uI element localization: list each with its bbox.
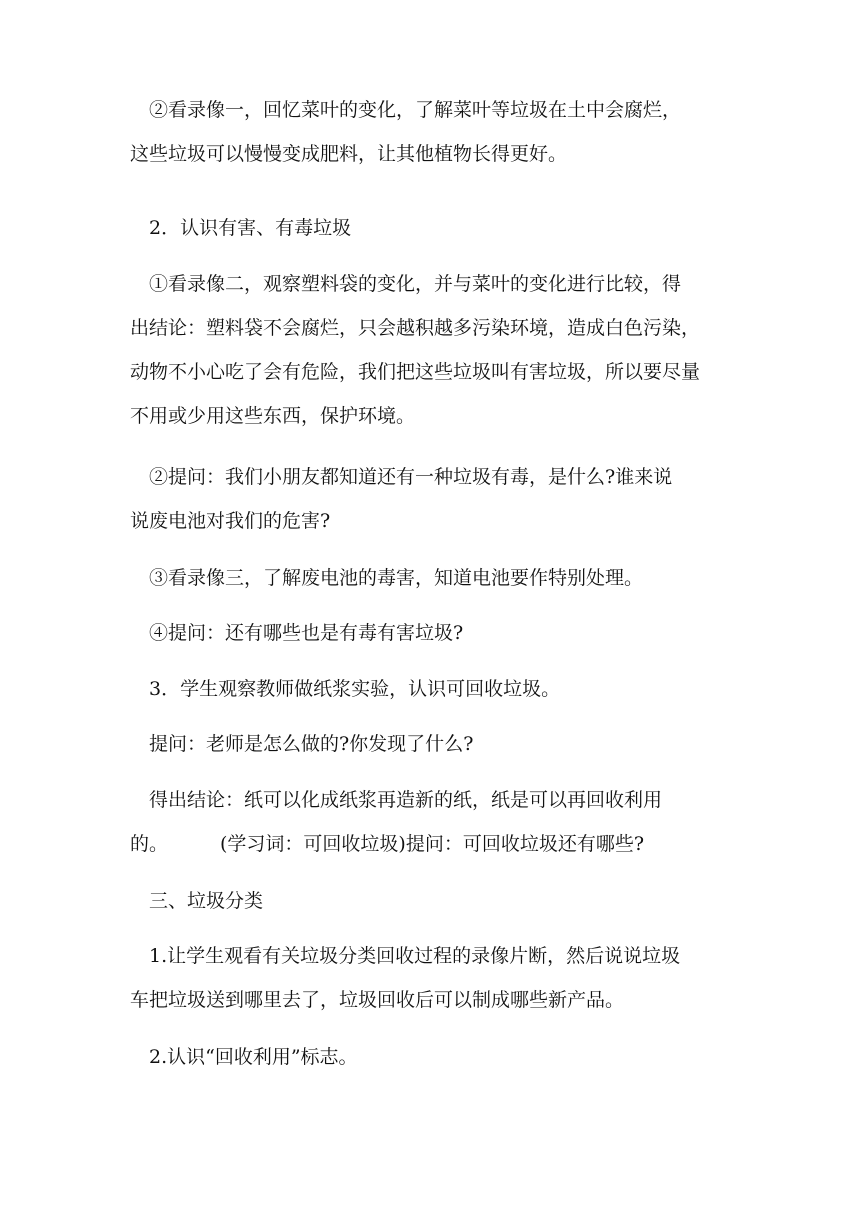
paragraph-watch-video-two: [130, 262, 730, 438]
text-line: 1.让学生观看有关垃圾分类回收过程的录像片断，然后说说垃圾: [130, 945, 681, 967]
text-line: 3．学生观察教师做纸浆实验，认识可回收垃圾。: [130, 678, 561, 700]
paragraph-watch-video-three: [130, 556, 730, 600]
section-heading-harmful-waste: [130, 206, 730, 250]
text-line: 提问：老师是怎么做的?你发现了什么?: [130, 733, 474, 755]
paragraph-watch-video-one: [130, 88, 730, 176]
text-fragment: 的。: [130, 833, 169, 855]
paragraph-question-toxic: [130, 611, 730, 655]
paragraph-recycle-symbol: [130, 1035, 730, 1079]
text-line: 得出结论：纸可以化成纸浆再造新的纸，纸是可以再回收利用: [130, 789, 663, 811]
paragraph-conclusion-recyclable: [130, 778, 730, 866]
text-line: 2．认识有害、有毒垃圾: [130, 217, 352, 239]
paragraph-question-teacher: [130, 722, 730, 766]
text-line: ②提问：我们小朋友都知道还有一种垃圾有毒，是什么?谁来说: [130, 466, 673, 488]
text-line: 这些垃圾可以慢慢变成肥料，让其他植物长得更好。: [130, 143, 568, 165]
text-line: 出结论：塑料袋不会腐烂，只会越积越多污染环境，造成白色污染，: [130, 317, 701, 339]
paragraph-sorting-video: [130, 934, 730, 1022]
text-line: 说废电池对我们的危害?: [130, 510, 331, 532]
text-line: 2.认识“回收利用”标志。: [130, 1046, 358, 1068]
paragraph-question-battery: [130, 455, 730, 543]
text-line: [130, 822, 730, 866]
section-heading-paper-pulp: [130, 667, 730, 711]
text-line: ①看录像二，观察塑料袋的变化，并与菜叶的变化进行比较，得: [130, 273, 682, 295]
text-line: 车把垃圾送到哪里去了，垃圾回收后可以制成哪些新产品。: [130, 989, 625, 1011]
text-line: ③看录像三，了解废电池的毒害，知道电池要作特别处理。: [130, 567, 644, 589]
text-line: 动物不小心吃了会有危险，我们把这些垃圾叫有害垃圾，所以要尽量: [130, 361, 701, 383]
text-fragment: (学习词：可回收垃圾)提问：可回收垃圾还有哪些?: [220, 833, 645, 855]
text-line: 不用或少用这些东西，保护环境。: [130, 405, 416, 427]
text-line: ②看录像一，回忆菜叶的变化，了解菜叶等垃圾在土中会腐烂，: [130, 99, 682, 121]
text-line: 三、垃圾分类: [130, 890, 264, 912]
text-line: ④提问：还有哪些也是有毒有害垃圾?: [130, 622, 464, 644]
section-heading-waste-sorting: [130, 879, 730, 923]
